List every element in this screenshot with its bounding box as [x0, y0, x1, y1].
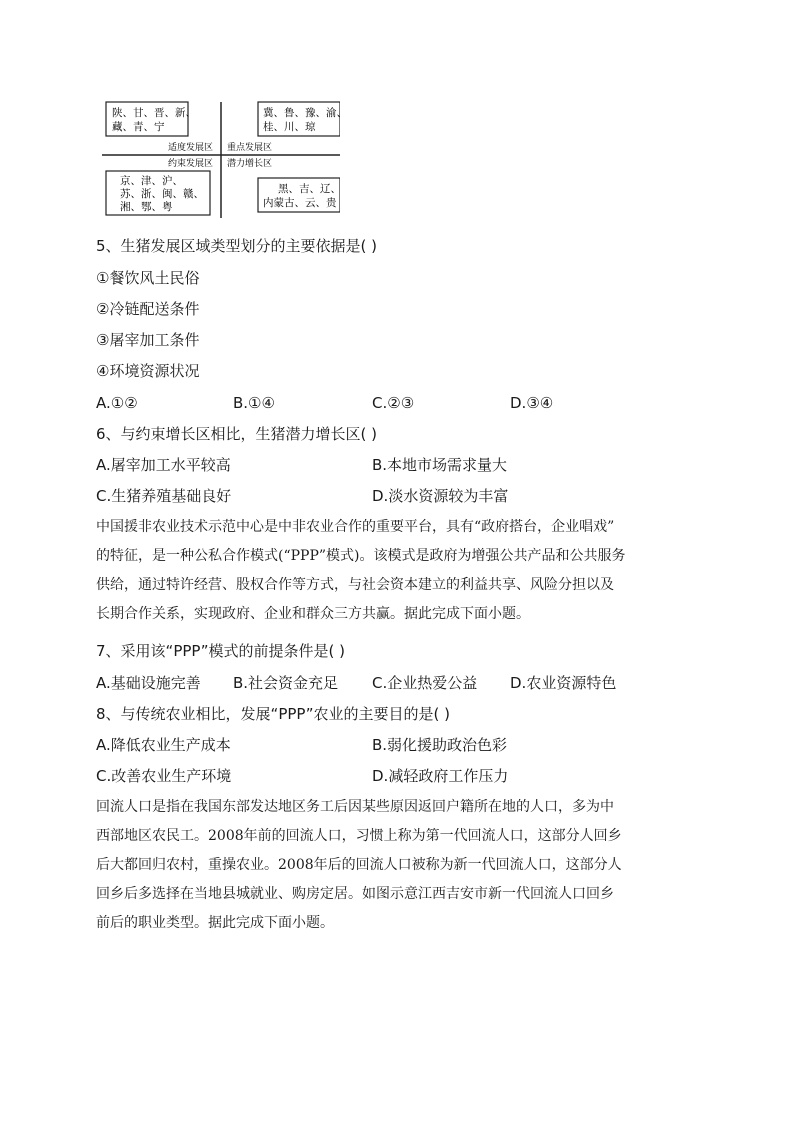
- q7-option-a[interactable]: A.基础设施完善: [96, 674, 201, 692]
- label-potential-growth: 潜力增长区: [227, 159, 273, 169]
- passage-return-line: 回流人口是指在我国东部发达地区务工后因某些原因返回户籍所在地的人口，多为中: [96, 799, 614, 815]
- box-tl-line1: 陕、甘、晋、新、: [112, 107, 196, 119]
- q6-option-c[interactable]: C.生猪养殖基础良好: [96, 487, 232, 505]
- q8-option-a[interactable]: A.降低农业生产成本: [96, 736, 231, 754]
- q5-stem: 5、生猪发展区域类型划分的主要依据是( ): [96, 237, 378, 255]
- label-key-development: 重点发展区: [227, 143, 273, 153]
- q7-option-d[interactable]: D.农业资源特色: [510, 674, 617, 692]
- passage-return-line: 前后的职业类型。据此完成下面小题。: [96, 915, 334, 931]
- q7-stem: 7、采用该“PPP”模式的前提条件是( ): [96, 642, 345, 660]
- q5-option-c[interactable]: C.②③: [372, 394, 415, 412]
- box-bl-line1: 京、津、沪、: [120, 175, 183, 187]
- region-diagram: [100, 100, 340, 220]
- q5-option-d[interactable]: D.③④: [510, 394, 554, 412]
- q5-item-1: ①餐饮风土民俗: [96, 269, 200, 287]
- q6-option-b[interactable]: B.本地市场需求量大: [372, 456, 508, 474]
- passage-ppp-line: 供给，通过特许经营、股权合作等方式，与社会资本建立的利益共享、风险分担以及: [96, 577, 614, 593]
- q8-option-c[interactable]: C.改善农业生产环境: [96, 767, 232, 785]
- box-br-line2: 内蒙古、云、贵: [263, 197, 337, 209]
- q6-option-d[interactable]: D.淡水资源较为丰富: [372, 487, 509, 505]
- box-bl-line3: 湘、鄂、粤: [120, 201, 173, 213]
- q7-option-c[interactable]: C.企业热爱公益: [372, 674, 478, 692]
- box-br-line1: 黑、吉、辽、: [278, 183, 340, 195]
- label-constrained-development: 约束发展区: [168, 159, 214, 169]
- q6-option-a[interactable]: A.屠宰加工水平较高: [96, 456, 231, 474]
- q6-stem: 6、与约束增长区相比，生猪潜力增长区( ): [96, 425, 378, 443]
- q5-item-3: ③屠宰加工条件: [96, 331, 200, 349]
- label-moderate-development: 适度发展区: [168, 143, 214, 153]
- passage-return-line: 西部地区农民工。2008年前的回流人口，习惯上称为第一代回流人口，这部分人回乡: [96, 828, 622, 844]
- passage-return-line: 回乡后多选择在当地县城就业、购房定居。如图示意江西吉安市新一代回流人口回乡: [96, 886, 614, 902]
- box-tl-line2: 藏、青、宁: [112, 121, 165, 133]
- passage-return-population: [96, 797, 702, 942]
- box-bl-line2: 苏、浙、闽、赣、: [120, 188, 204, 200]
- passage-ppp-line: 中国援非农业技术示范中心是中非农业合作的重要平台，具有“政府搭台，企业唱戏”: [96, 519, 615, 535]
- q5-option-a[interactable]: A.①②: [96, 394, 138, 412]
- q8-option-b[interactable]: B.弱化援助政治色彩: [372, 736, 508, 754]
- passage-ppp-line: 的特征，是一种公私合作模式(“PPP”模式)。该模式是政府为增强公共产品和公共服务: [96, 548, 626, 564]
- region-diagram-svg: [100, 100, 340, 220]
- q7-option-b[interactable]: B.社会资金充足: [233, 674, 339, 692]
- passage-ppp: [96, 517, 702, 633]
- box-tr-line1: 冀、鲁、豫、渝、: [263, 107, 340, 119]
- passage-ppp-line: 长期合作关系，实现政府、企业和群众三方共赢。据此完成下面小题。: [96, 606, 530, 622]
- q5-option-b[interactable]: B.①④: [233, 394, 275, 412]
- passage-return-line: 后大都回归农村，重操农业。2008年后的回流人口被称为新一代回流人口，这部分人: [96, 857, 622, 873]
- box-tr-line2: 桂、川、琼: [263, 121, 316, 133]
- q8-option-d[interactable]: D.减轻政府工作压力: [372, 767, 509, 785]
- q8-stem: 8、与传统农业相比，发展“PPP”农业的主要目的是( ): [96, 705, 450, 723]
- q5-item-4: ④环境资源状况: [96, 362, 200, 380]
- q5-item-2: ②冷链配送条件: [96, 300, 200, 318]
